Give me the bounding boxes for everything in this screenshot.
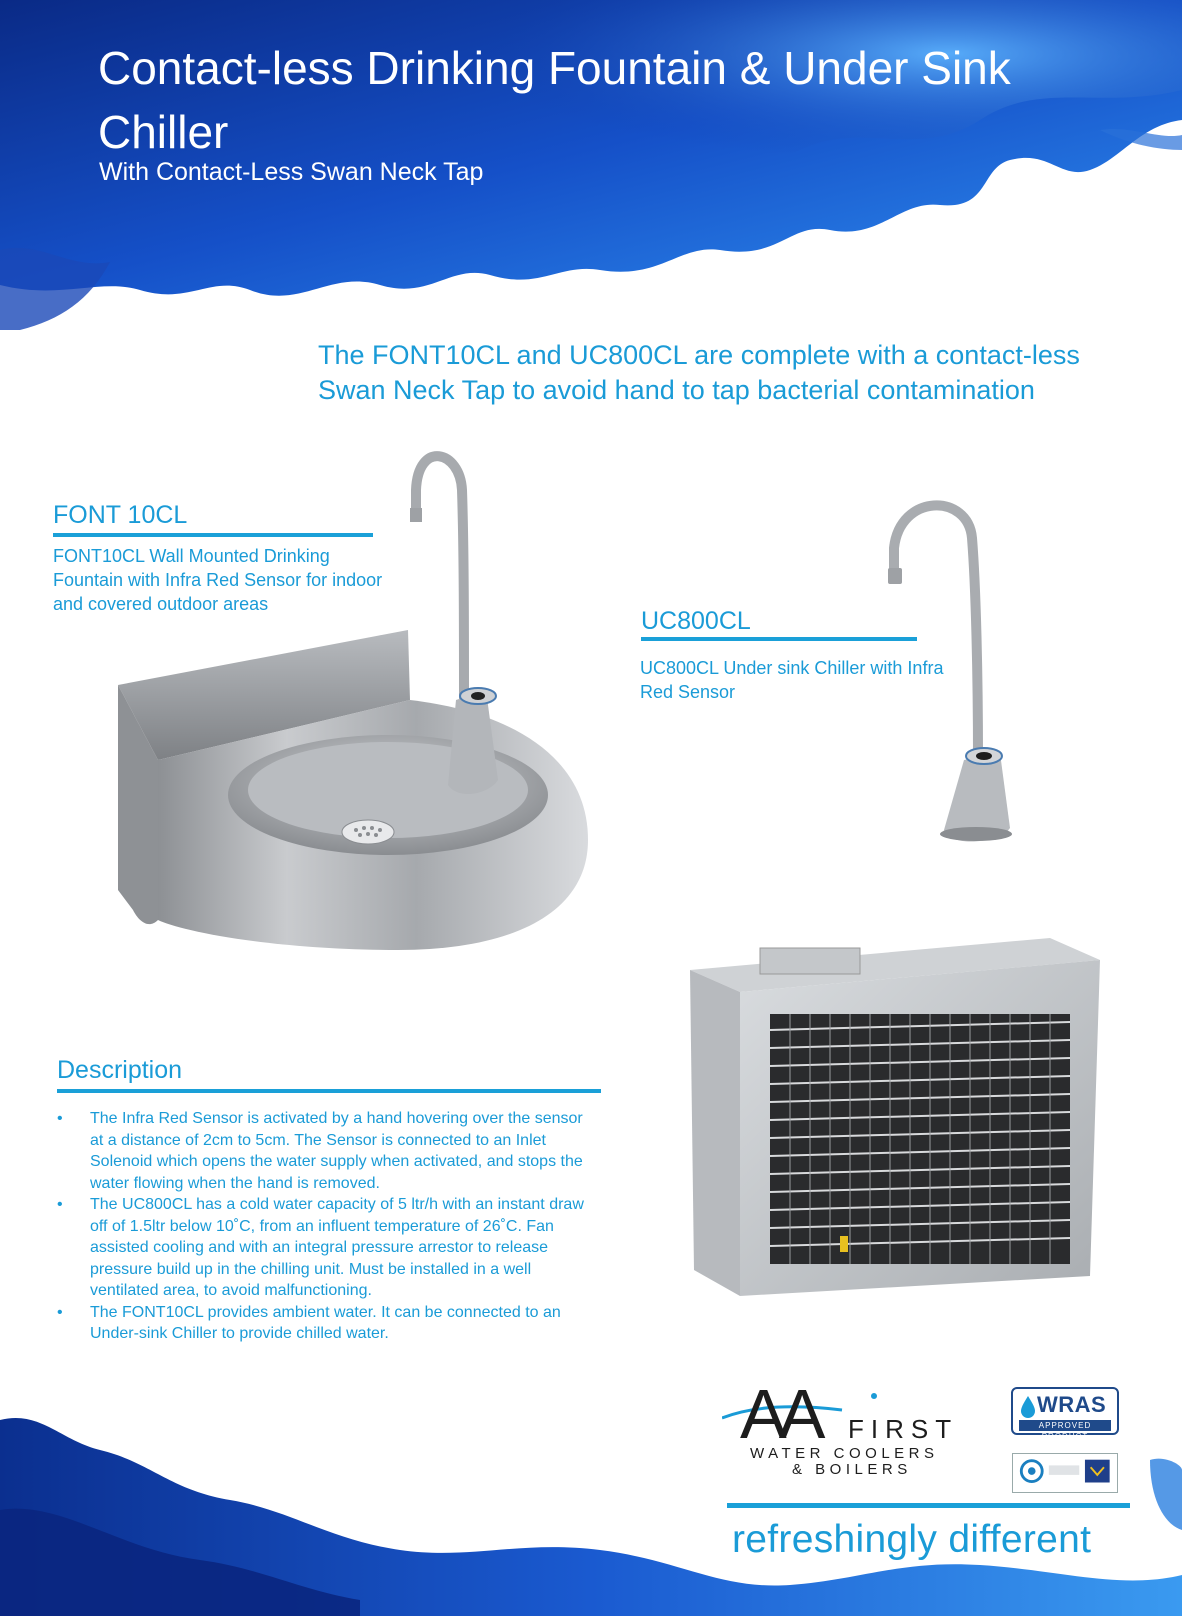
aa-first-logo [722,1376,972,1488]
description-list [57,1108,597,1345]
intro-statement: The FONT10CL and UC800CL are complete with a contact-less Swan Neck Tap to avoid hand to tap bacterial contamination [318,340,1080,405]
wras-sub-label: APPROVED PRODUCT [1019,1420,1111,1431]
logo-first: FIRST [848,1414,959,1444]
tagline-divider [727,1503,1130,1508]
uc800cl-heading: UC800CL [641,607,751,635]
logo-line2: & BOILERS [792,1461,912,1478]
list-item: • The FONT10CL provides ambient water. It can be connected to an Under-sink Chiller to provide chilled water. [57,1302,597,1345]
swan-neck-tap-image [880,498,1030,870]
logo-letters: AA [740,1376,818,1453]
font10cl-heading: FONT 10CL [53,501,188,529]
description-heading: Description [57,1056,183,1084]
uc800cl-divider [641,637,917,641]
certification-badge [1012,1453,1118,1493]
list-item: • The Infra Red Sensor is activated by a hand hovering over the sensor at a distance of 2cm to 5cm. The Sensor is connected to an Inlet Solenoid which opens the water supply when activated, and stops the water flowing when the hand is removed. [57,1108,597,1194]
description-divider [57,1089,601,1093]
footer-ink-splash [0,1400,1182,1616]
drinking-fountain-image [118,450,608,980]
uc800cl-description: UC800CL Under sink Chiller with Infra Red Sensor [640,658,944,702]
page-title: Contact-less Drinking Fountain & Under Sink Chiller [98,42,1011,158]
wras-approved-badge [1011,1387,1119,1441]
logo-line1: WATER COOLERS [750,1445,939,1462]
wras-label: WRAS [1037,1392,1107,1417]
font10cl-description: FONT10CL Wall Mounted Drinking Fountain with Infra Red Sensor for indoor and covered outdoor areas [53,546,383,614]
water-drop-icon [1019,1395,1037,1419]
list-item: • The UC800CL has a cold water capacity of 5 ltr/h with an instant draw off of 1.5ltr below 10˚C, from an influent temperature of 26˚C. Fan assisted cooling and with an integral pressure arrestor to release pressure build up in the chilling unit. Must be installed in a well ventilated area, to avoid malfunctioning. [57,1194,597,1302]
page-subtitle: With Contact-Less Swan Neck Tap [99,158,484,186]
tagline: refreshingly different [732,1518,1092,1561]
under-sink-chiller-image [690,930,1120,1296]
